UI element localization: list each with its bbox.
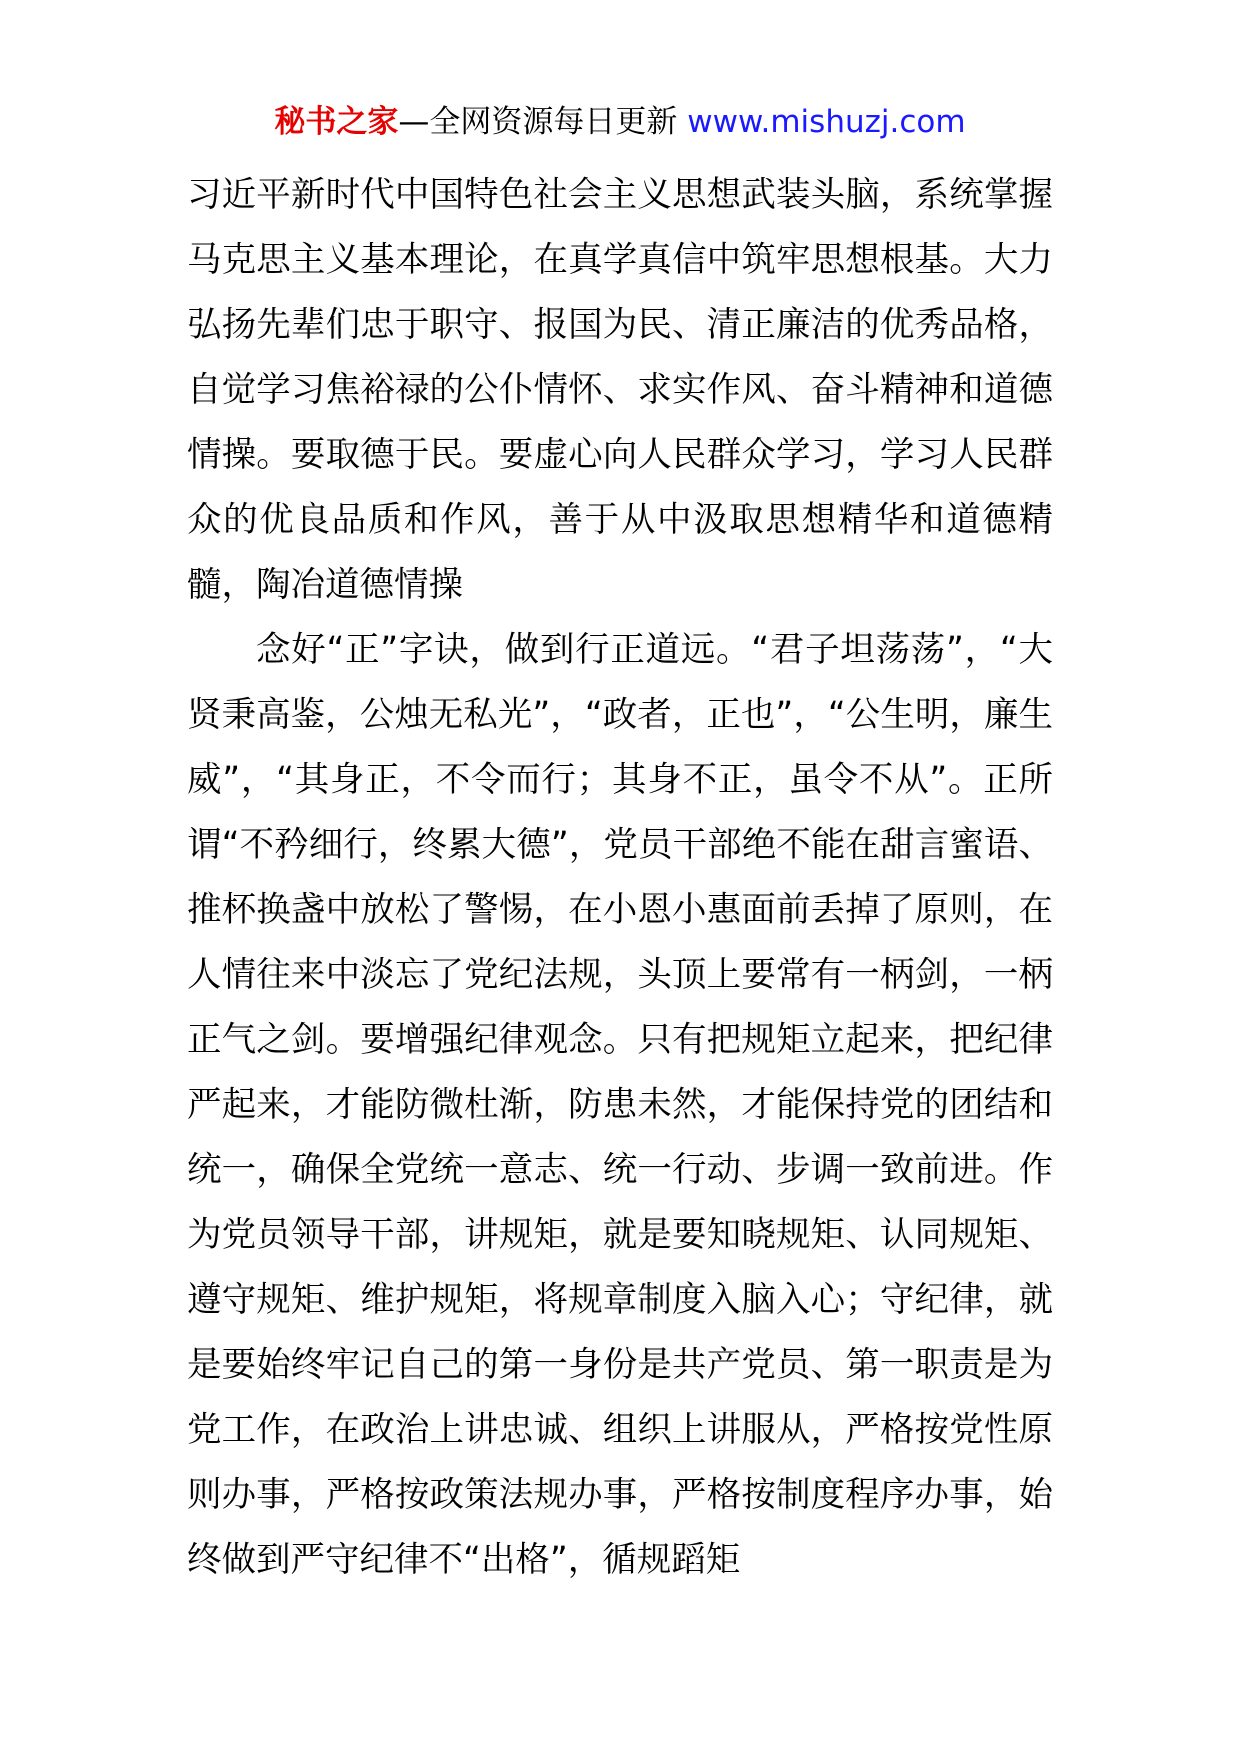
document-body bbox=[187, 163, 1053, 1593]
page-header bbox=[0, 100, 1240, 144]
header-tagline: —全网资源每日更新 bbox=[398, 104, 688, 140]
paragraph: 习近平新时代中国特色社会主义思想武装头脑，系统掌握马克思主义基本理论，在真学真信中筑牢思想根基。大力弘扬先辈们忠于职守、报国为民、清正廉洁的优秀品格，自觉学习焦裕禄的公仆情怀、求实作风、奋斗精神和道德情操。要取德于民。要虚心向人民群众学习，学习人民群众的优良品质和作风，善于从中汲取思想精华和道德精髓，陶冶道德情操 bbox=[187, 175, 1053, 605]
paragraph: 念好“正”字诀，做到行正道远。“君子坦荡荡”，“大贤秉高鉴，公烛无私光”，“政者，正也”，“公生明，廉生威”，“其身正，不令而行；其身不正，虽令不从”。正所谓“不矜细行，终累大德”，党员干部绝不能在甜言蜜语、推杯换盏中放松了警惕，在小恩小惠面前丢掉了原则，在人情往来中淡忘了党纪法规，头顶上要常有一柄剑，一柄正气之剑。要增强纪律观念。只有把规矩立起来，把纪律严起来，才能防微杜渐，防患未然，才能保持党的团结和统一，确保全党统一意志、统一行动、步调一致前进。作为党员领导干部，讲规矩，就是要知晓规矩、认同规矩、遵守规矩、维护规矩，将规章制度入脑入心；守纪律，就是要始终牢记自己的第一身份是共产党员、第一职责是为党工作，在政治上讲忠诚、组织上讲服从，严格按党性原则办事，严格按政策法规办事，严格按制度程序办事，始终做到严守纪律不“出格”，循规蹈矩 bbox=[187, 630, 1053, 1580]
site-url: www.mishuzj.com bbox=[687, 104, 966, 140]
brand-name: 秘书之家 bbox=[274, 104, 399, 140]
